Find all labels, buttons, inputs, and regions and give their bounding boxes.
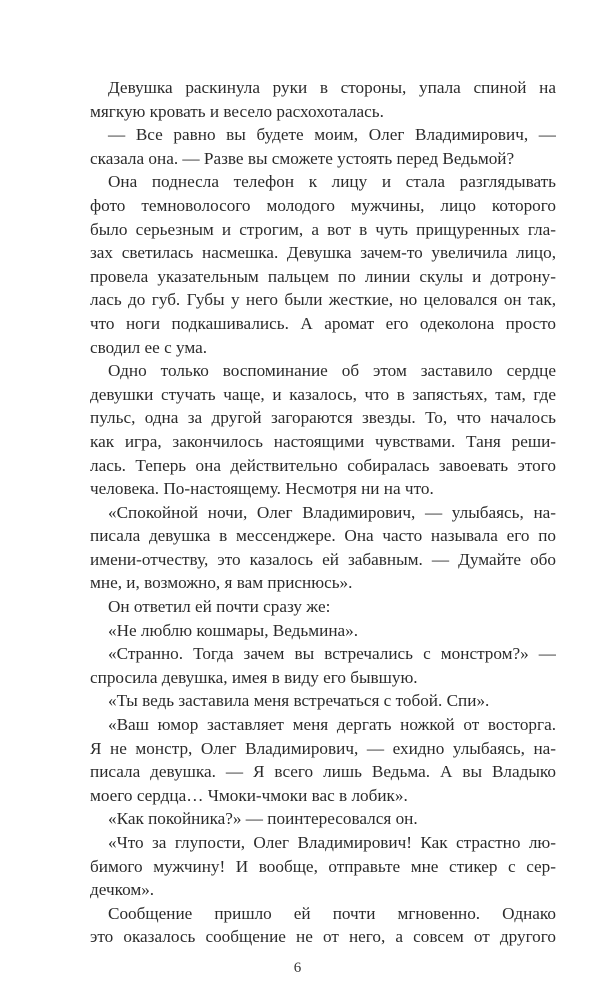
text-line: зах светилась насмешка. Девушка зачем-то увеличила лицо, xyxy=(90,243,556,263)
text-line: сказала она. — Разве вы сможете устоять перед Ведьмой? xyxy=(90,148,515,168)
text-line: это оказалось сообщение не от него, а совсем от другого xyxy=(90,927,556,947)
text-line: моего сердца… Чмоки-чмоки вас в лобик». xyxy=(90,785,408,805)
text-line: Она поднесла телефон к лицу и стала разглядывать xyxy=(108,172,556,192)
text-line: пульс, одна за другой загораются звезды. То, что началось xyxy=(90,408,556,428)
text-line: «Ваш юмор заставляет меня дергать ножкой от восторга. xyxy=(108,715,556,735)
text-line: писала девушка в мессенджере. Она часто называла его по xyxy=(90,526,556,546)
text-line: что ноги подкашивались. А аромат его одеколона просто xyxy=(90,313,556,333)
text-line: писала девушка. — Я всего лишь Ведьма. А вы Владыко xyxy=(90,762,556,782)
text-line: было серьезным и строгим, а вот в чуть прищуренных гла- xyxy=(90,219,556,239)
text-line: фото темноволосого молодого мужчины, лицо которого xyxy=(90,195,556,215)
text-line: «Не люблю кошмары, Ведьмина». xyxy=(108,620,359,640)
body-text xyxy=(90,76,556,949)
text-line: лась до губ. Губы у него были жесткие, но целовался он так, xyxy=(90,290,556,310)
text-line: Он ответил ей почти сразу же: xyxy=(108,597,331,617)
text-line: мягкую кровать и весело расхохоталась. xyxy=(90,101,384,121)
text-line: лась. Теперь она действительно собиралась завоевать этого xyxy=(90,455,556,475)
text-line: «Странно. Тогда зачем вы встречались с монстром?» — xyxy=(108,644,556,664)
text-line: Одно только воспоминание об этом заставило сердце xyxy=(108,361,556,381)
text-line: бимого мужчину! И вообще, отправьте мне стикер с сер- xyxy=(90,856,556,876)
text-line: дечком». xyxy=(90,880,155,900)
page-number: 6 xyxy=(293,960,302,976)
text-line: спросила девушка, имея в виду его бывшую. xyxy=(90,667,418,687)
text-line: Я не монстр, Олег Владимирович, — ехидно улыбаясь, на- xyxy=(90,738,556,758)
text-line: человека. По-настоящему. Несмотря ни на что. xyxy=(90,479,434,499)
text-line: имени-отчеству, это казалось ей забавным. — Думайте обо xyxy=(90,549,556,569)
text-line: провела указательным пальцем по линии скулы и дотрону- xyxy=(90,266,556,286)
text-line: мне, и, возможно, я вам приснюсь». xyxy=(90,573,353,593)
text-line: «Что за глупости, Олег Владимирович! Как страстно лю- xyxy=(108,833,556,852)
text-line: девушки стучать чаще, и казалось, что в запястьях, там, где xyxy=(90,384,556,404)
text-line: сводил ее с ума. xyxy=(90,337,208,357)
text-line: «Как покойника?» — поинтересовался он. xyxy=(108,809,418,829)
text-line: «Спокойной ночи, Олег Владимирович, — улыбаясь, на- xyxy=(108,502,556,522)
text-line: Сообщение пришло ей почти мгновенно. Однако xyxy=(108,903,556,923)
text-line: Девушка раскинула руки в стороны, упала спиной на xyxy=(108,78,556,97)
text-line: как игра, закончилось настоящими чувствами. Таня реши- xyxy=(90,431,556,451)
text-line: «Ты ведь заставила меня встречаться с тобой. Спи». xyxy=(108,691,490,711)
text-line: — Все равно вы будете моим, Олег Владимирович, — xyxy=(108,125,556,145)
